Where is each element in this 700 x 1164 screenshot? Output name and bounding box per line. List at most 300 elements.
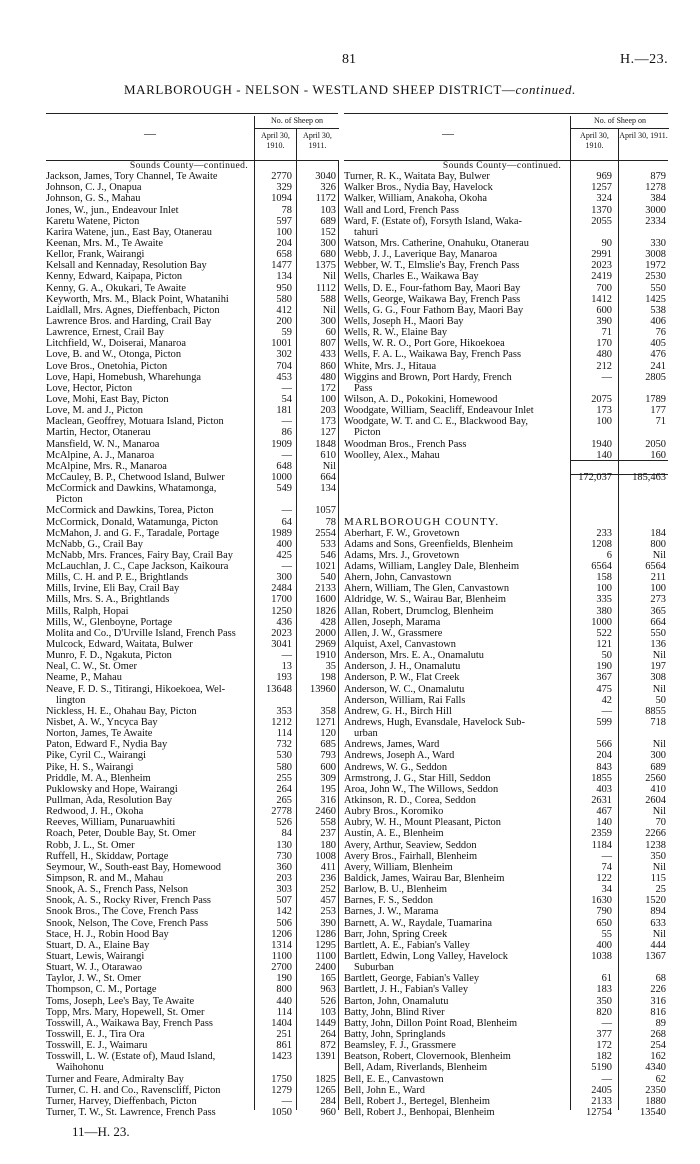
table-row bbox=[46, 784, 338, 795]
count-1911: 25 bbox=[655, 884, 666, 896]
table-row bbox=[344, 973, 668, 984]
count-1911: 2554 bbox=[315, 527, 336, 539]
count-1910: 436 bbox=[276, 616, 292, 628]
table-row bbox=[344, 840, 668, 851]
count-1911: 1825 bbox=[315, 1073, 336, 1085]
count-1911: 1391 bbox=[315, 1051, 336, 1063]
entry-name: Woodman Bros., French Pass bbox=[344, 438, 467, 450]
count-1911: 1021 bbox=[315, 561, 336, 573]
count-1911: 365 bbox=[650, 605, 666, 617]
table-row bbox=[344, 405, 668, 416]
entry-name: McCormick and Dawkins, Torea, Picton bbox=[46, 505, 214, 517]
count-1910: 50 bbox=[601, 650, 612, 662]
table-row bbox=[344, 628, 668, 639]
table-row bbox=[46, 283, 338, 294]
count-1910: 1279 bbox=[271, 1084, 292, 1096]
count-1910: 204 bbox=[276, 237, 292, 249]
count-1911: 13960 bbox=[310, 683, 336, 695]
count-1910: 530 bbox=[276, 750, 292, 762]
table-row bbox=[46, 884, 338, 895]
table-row bbox=[46, 338, 338, 349]
table-row bbox=[46, 606, 338, 617]
table-row bbox=[46, 1107, 338, 1118]
entry-name: Topp, Mrs. Mary, Hopewell, St. Omer bbox=[46, 1006, 205, 1018]
count-1911: 538 bbox=[650, 304, 666, 316]
entry-name: Snook, Nelson, The Cove, French Pass bbox=[46, 917, 209, 929]
table-row bbox=[46, 817, 338, 828]
table-row bbox=[46, 1085, 338, 1096]
entry-name: Norton, James, Te Awaite bbox=[46, 728, 153, 740]
count-1910: 1257 bbox=[591, 182, 612, 194]
entry-name: Bell, Adam, Riverlands, Blenheim bbox=[344, 1062, 488, 1074]
count-1911: 100 bbox=[320, 393, 336, 405]
table-row bbox=[344, 216, 668, 227]
left-column bbox=[46, 160, 338, 1118]
table-row bbox=[344, 338, 668, 349]
table-row bbox=[344, 505, 668, 516]
entry-name: Redwood, J. H., Okoha bbox=[46, 806, 144, 818]
count-1911: 195 bbox=[320, 783, 336, 795]
entry-name: Love Bros., Onetohia, Picton bbox=[46, 360, 168, 372]
count-1910: 2359 bbox=[591, 828, 612, 840]
count-1911: 550 bbox=[650, 282, 666, 294]
table-row bbox=[344, 862, 668, 873]
count-1911: 558 bbox=[320, 817, 336, 829]
count-1911: 588 bbox=[320, 293, 336, 305]
entry-name: McAlpine, A. J., Manaroa bbox=[46, 449, 155, 461]
left-table-header bbox=[46, 113, 338, 161]
table-row bbox=[46, 639, 338, 650]
count-1910: 1477 bbox=[271, 260, 292, 272]
count-1910: 843 bbox=[596, 761, 612, 773]
table-row bbox=[344, 494, 668, 505]
table-row bbox=[46, 1051, 338, 1062]
count-1910: 732 bbox=[276, 739, 292, 751]
count-1910: 183 bbox=[596, 984, 612, 996]
count-1911: 1826 bbox=[315, 605, 336, 617]
count-1910: 182 bbox=[596, 1051, 612, 1063]
count-1911: 793 bbox=[320, 750, 336, 762]
count-1911: 1910 bbox=[315, 650, 336, 662]
count-1911: 253 bbox=[320, 906, 336, 918]
entry-name: McMahon, J. and G. F., Taradale, Portage bbox=[46, 527, 220, 539]
count-1910: 350 bbox=[596, 995, 612, 1007]
count-1910: 78 bbox=[281, 204, 292, 216]
count-1910: 114 bbox=[276, 1006, 292, 1018]
count-1910: 522 bbox=[596, 627, 612, 639]
entry-name: Ahern, John, Canvastown bbox=[344, 572, 452, 584]
count-1910: 84 bbox=[281, 828, 292, 840]
entry-name: Barr, John, Spring Creek bbox=[344, 928, 448, 940]
count-1911: 540 bbox=[320, 572, 336, 584]
count-1911: 50 bbox=[655, 694, 666, 706]
count-1910: 114 bbox=[276, 728, 292, 740]
count-1910: 353 bbox=[276, 705, 292, 717]
count-1911: 411 bbox=[320, 861, 336, 873]
count-1911: 444 bbox=[650, 939, 666, 951]
right-header-1911: April 30, 1911. bbox=[618, 129, 668, 160]
count-1911: 600 bbox=[320, 761, 336, 773]
count-1911: 115 bbox=[650, 873, 666, 884]
entry-name: Snook Bros., The Cove, French Pass bbox=[46, 906, 199, 918]
entry-name: Aubry Bros., Koromiko bbox=[344, 806, 444, 818]
count-1911: 2460 bbox=[315, 806, 336, 818]
count-1910: 467 bbox=[596, 806, 612, 818]
count-1911: 273 bbox=[650, 594, 666, 606]
count-1911: 103 bbox=[320, 204, 336, 216]
count-1910: 212 bbox=[596, 360, 612, 372]
count-1911: 198 bbox=[320, 672, 336, 684]
count-1910: 2055 bbox=[591, 215, 612, 227]
count-1910: 324 bbox=[596, 193, 612, 205]
entry-name: Simpson, R. and M., Mahau bbox=[46, 873, 164, 884]
count-1911: 1520 bbox=[645, 895, 666, 907]
count-1911: 428 bbox=[320, 616, 336, 628]
table-row bbox=[344, 762, 668, 773]
count-1910: 173 bbox=[596, 405, 612, 417]
count-1911: 284 bbox=[320, 1095, 336, 1107]
entry-name: Lawrence, Ernest, Crail Bay bbox=[46, 327, 165, 339]
entry-name: Love, M. and J., Picton bbox=[46, 405, 143, 417]
table-row bbox=[46, 205, 338, 216]
count-1911: 1367 bbox=[645, 950, 666, 962]
count-1910: 130 bbox=[276, 839, 292, 851]
count-1911: 1375 bbox=[315, 260, 336, 272]
count-1910: 2419 bbox=[591, 271, 612, 283]
count-1910: 380 bbox=[596, 605, 612, 617]
count-1911: Nil bbox=[652, 549, 666, 561]
entry-name: Adams and Sons, Greenfields, Blenheim bbox=[344, 538, 514, 550]
table-row bbox=[344, 238, 668, 249]
count-1910: 1038 bbox=[591, 950, 612, 962]
count-1911: 384 bbox=[650, 193, 666, 205]
count-1910: 658 bbox=[276, 249, 292, 261]
entry-name: Anderson, W. C., Onamalutu bbox=[344, 683, 465, 695]
entry-name: Aldridge, W. S., Wairau Bar, Blenheim bbox=[344, 594, 506, 606]
count-1911: 2334 bbox=[645, 215, 666, 227]
table-row bbox=[344, 806, 668, 817]
entry-name: Bartlett, Edwin, Long Valley, Havelock bbox=[344, 950, 508, 962]
table-row bbox=[46, 706, 338, 717]
table-row bbox=[344, 940, 668, 951]
count-1910: 440 bbox=[276, 995, 292, 1007]
entry-name: Love, B. and W., Otonga, Picton bbox=[46, 349, 182, 361]
table-row bbox=[46, 349, 338, 360]
count-1911: 316 bbox=[320, 795, 336, 807]
table-row bbox=[344, 750, 668, 761]
count-1911: 60 bbox=[325, 327, 336, 339]
entry-name: McNabb, G., Crail Bay bbox=[46, 538, 143, 550]
count-1911: 172 bbox=[320, 382, 336, 394]
entry-name: Wall and Lord, French Pass bbox=[344, 204, 459, 216]
count-1911: 2530 bbox=[645, 271, 666, 283]
table-row bbox=[344, 361, 668, 372]
count-1911: 664 bbox=[650, 616, 666, 628]
count-1910: 2405 bbox=[591, 1084, 612, 1096]
count-1911: 2969 bbox=[315, 639, 336, 651]
count-1911: 1112 bbox=[315, 282, 336, 294]
count-1910: — bbox=[601, 850, 612, 862]
table-row bbox=[344, 672, 668, 683]
count-1911: 879 bbox=[650, 171, 666, 183]
count-1911: 1972 bbox=[645, 260, 666, 272]
table-row bbox=[46, 806, 338, 817]
count-1911: 546 bbox=[320, 549, 336, 561]
table-row bbox=[344, 550, 668, 561]
count-1911: Nil bbox=[322, 304, 336, 316]
count-1911: 1286 bbox=[315, 928, 336, 940]
count-1911: Nil bbox=[652, 928, 666, 940]
entry-name: Maclean, Geoffrey, Motuara Island, Picton bbox=[46, 416, 224, 428]
section-heading bbox=[344, 160, 668, 171]
table-row bbox=[46, 728, 338, 739]
count-1911: Nil bbox=[652, 650, 666, 662]
count-1910: 2023 bbox=[591, 260, 612, 272]
table-row bbox=[344, 205, 668, 216]
table-row bbox=[344, 561, 668, 572]
table-row bbox=[46, 940, 338, 951]
count-1911: 6564 bbox=[645, 561, 666, 573]
count-1911: 300 bbox=[320, 315, 336, 327]
table-row bbox=[46, 828, 338, 839]
entry-name: MARLBOROUGH COUNTY. bbox=[344, 516, 500, 528]
count-1911: 433 bbox=[320, 349, 336, 361]
page-reference: H.—23. bbox=[620, 52, 669, 67]
count-1910: 2484 bbox=[271, 583, 292, 595]
table-row bbox=[46, 472, 338, 483]
table-row bbox=[46, 739, 338, 750]
entry-name: Sounds County—continued. bbox=[129, 160, 249, 171]
count-1911: 689 bbox=[320, 215, 336, 227]
count-1911: 1100 bbox=[315, 950, 336, 962]
count-1911: 1789 bbox=[645, 393, 666, 405]
table-row bbox=[344, 249, 668, 260]
entry-name: Kenny, G. A., Okukari, Te Awaite bbox=[46, 282, 187, 294]
entry-name: Atkinson, R. D., Corea, Seddon bbox=[344, 795, 476, 807]
entry-name: Allen, Joseph, Marama bbox=[344, 616, 441, 628]
right-column bbox=[344, 160, 668, 1118]
count-1910: 1412 bbox=[591, 293, 612, 305]
entry-name: Jackson, James, Tory Channel, Te Awaite bbox=[46, 171, 218, 183]
count-1910: — bbox=[281, 416, 292, 428]
table-row bbox=[46, 405, 338, 416]
count-1910: 200 bbox=[276, 315, 292, 327]
count-1911: 526 bbox=[320, 995, 336, 1007]
entry-name: Avery Bros., Fairhall, Blenheim bbox=[344, 850, 478, 862]
table-row bbox=[46, 249, 338, 260]
table-row bbox=[344, 528, 668, 539]
table-row bbox=[46, 906, 338, 917]
count-1910: 597 bbox=[276, 215, 292, 227]
count-1910: 1184 bbox=[591, 839, 612, 851]
table-row bbox=[344, 583, 668, 594]
count-1910: 599 bbox=[596, 717, 612, 729]
count-1911: 1295 bbox=[315, 939, 336, 951]
table-row bbox=[344, 383, 668, 394]
table-row bbox=[46, 661, 338, 672]
count-1911: 476 bbox=[650, 349, 666, 361]
table-row bbox=[344, 661, 668, 672]
table-row bbox=[46, 650, 338, 661]
count-1910: 475 bbox=[596, 683, 612, 695]
entry-name: Tosswill, E. J., Waimaru bbox=[46, 1040, 148, 1052]
count-1910: 566 bbox=[596, 739, 612, 751]
table-row bbox=[46, 873, 338, 884]
table-row bbox=[46, 550, 338, 561]
entry-name: Wells, R. W., Elaine Bay bbox=[344, 327, 448, 339]
count-1911: 410 bbox=[650, 783, 666, 795]
count-1911: 860 bbox=[320, 360, 336, 372]
table-row bbox=[46, 1096, 338, 1107]
count-1911: 2000 bbox=[315, 627, 336, 639]
footer-reference: 11—H. 23. bbox=[72, 1124, 130, 1139]
count-1910: 5190 bbox=[591, 1062, 612, 1074]
entry-name: Pullman, Ada, Resolution Bay bbox=[46, 795, 173, 807]
table-row bbox=[344, 461, 668, 472]
entry-name: Neave, F. D. S., Titirangi, Hikoekoea, Wel- bbox=[46, 683, 226, 695]
count-1911: 406 bbox=[650, 315, 666, 327]
entry-name: Nisbet, A. W., Yncyca Bay bbox=[46, 717, 158, 729]
count-1911: 2805 bbox=[645, 371, 666, 383]
count-1911: 2604 bbox=[645, 795, 666, 807]
count-1910: 507 bbox=[276, 895, 292, 907]
count-1910: — bbox=[281, 382, 292, 394]
count-1911: 300 bbox=[650, 750, 666, 762]
count-1911: 1425 bbox=[645, 293, 666, 305]
entry-name: McCauley, B. P., Chetwood Island, Bulwer bbox=[46, 471, 225, 483]
entry-name: Pike, Cyril C., Wairangi bbox=[46, 750, 146, 762]
count-1910: 1370 bbox=[591, 204, 612, 216]
count-1910: 121 bbox=[596, 639, 612, 651]
count-1910: 648 bbox=[276, 460, 292, 472]
entry-name: Karira Watene, jun., East Bay, Otanerau bbox=[46, 226, 212, 238]
entry-name: tahuri bbox=[354, 226, 379, 238]
entry-name: Allen, J. W., Grassmere bbox=[344, 627, 443, 639]
table-row bbox=[344, 572, 668, 583]
count-1911: 816 bbox=[650, 1006, 666, 1018]
entry-name: Stuart, D. A., Elaine Bay bbox=[46, 939, 150, 951]
count-1911: 807 bbox=[320, 338, 336, 350]
table-row bbox=[344, 1051, 668, 1062]
entry-name: Turner and Feare, Admiralty Bay bbox=[46, 1073, 184, 1085]
table-row bbox=[344, 650, 668, 661]
count-1911: 1449 bbox=[315, 1017, 336, 1029]
entry-name: Adams, Mrs. J., Grovetown bbox=[344, 549, 460, 561]
table-row bbox=[46, 439, 338, 450]
table-row bbox=[46, 572, 338, 583]
total-row bbox=[344, 472, 668, 483]
entry-name: Barton, John, Onamalutu bbox=[344, 995, 449, 1007]
entry-name: Nickless, H. E., Ohahau Bay, Picton bbox=[46, 705, 197, 717]
entry-name: Karetu Watene, Picton bbox=[46, 215, 140, 227]
count-1911: 13540 bbox=[640, 1106, 666, 1118]
count-1910: — bbox=[281, 1095, 292, 1107]
table-row bbox=[46, 996, 338, 1007]
left-header-dash: — bbox=[144, 126, 156, 140]
count-1910: 172 bbox=[596, 1040, 612, 1052]
entry-name: Turner, C. H. and Co., Ravenscliff, Picton bbox=[46, 1084, 221, 1096]
entry-name: Turner, T. W., St. Lawrence, French Pass bbox=[46, 1106, 216, 1118]
count-1910: 335 bbox=[596, 594, 612, 606]
count-1910: 1630 bbox=[591, 895, 612, 907]
count-1910: 1001 bbox=[271, 338, 292, 350]
entry-name: Adams, William, Langley Dale, Blenheim bbox=[344, 561, 520, 573]
table-row bbox=[344, 182, 668, 193]
entry-name: McCormick, Donald, Watamunga, Picton bbox=[46, 516, 219, 528]
table-row bbox=[344, 1074, 668, 1085]
entry-name: Walker, William, Anakoha, Okoha bbox=[344, 193, 487, 205]
table-row bbox=[344, 1107, 668, 1118]
count-1911: 405 bbox=[650, 338, 666, 350]
title-main: MARLBOROUGH - NELSON - WESTLAND SHEEP DISTRICT— bbox=[124, 82, 516, 97]
entry-name: Wells, George, Waikawa Bay, French Pass bbox=[344, 293, 521, 305]
table-row bbox=[344, 617, 668, 628]
count-1911: 162 bbox=[650, 1051, 666, 1063]
count-1911: 1008 bbox=[315, 850, 336, 862]
count-1911: 1848 bbox=[315, 438, 336, 450]
entry-name: Molita and Co., D'Urville Island, French Pass bbox=[46, 627, 236, 639]
entry-name: Batty, John, Springlands bbox=[344, 1028, 446, 1040]
count-1911: 103 bbox=[320, 1006, 336, 1018]
table-row bbox=[46, 561, 338, 572]
count-1911: 237 bbox=[320, 828, 336, 840]
count-1910: 61 bbox=[601, 973, 612, 985]
entry-name: Barlow, B. U., Blenheim bbox=[344, 884, 447, 896]
count-1911: 1265 bbox=[315, 1084, 336, 1096]
count-1910: 140 bbox=[596, 817, 612, 829]
entry-name: urban bbox=[354, 728, 378, 740]
table-row bbox=[46, 394, 338, 405]
count-1910: 1094 bbox=[271, 193, 292, 205]
title-continued: continued. bbox=[515, 82, 576, 97]
count-1910: 1000 bbox=[591, 616, 612, 628]
table-row bbox=[46, 294, 338, 305]
count-1911: 610 bbox=[320, 449, 336, 461]
count-1911: Nil bbox=[652, 683, 666, 695]
count-1911: 254 bbox=[650, 1040, 666, 1052]
count-1910: 54 bbox=[281, 393, 292, 405]
table-row bbox=[344, 427, 668, 438]
entry-name: Avery, William, Blenheim bbox=[344, 861, 453, 873]
count-1910: 71 bbox=[601, 327, 612, 339]
section-heading bbox=[344, 517, 668, 528]
entry-name: Tosswill, A., Waikawa Bay, French Pass bbox=[46, 1017, 213, 1029]
count-1910: 820 bbox=[596, 1006, 612, 1018]
count-1911: 68 bbox=[655, 973, 666, 985]
count-1911: Nil bbox=[322, 460, 336, 472]
table-row bbox=[46, 672, 338, 683]
count-1911: 203 bbox=[320, 405, 336, 417]
count-1911: 3008 bbox=[645, 249, 666, 261]
count-1910: 480 bbox=[596, 349, 612, 361]
table-row bbox=[344, 193, 668, 204]
count-1910: 390 bbox=[596, 315, 612, 327]
count-1910: 300 bbox=[276, 572, 292, 584]
entry-name: Bell, E. E., Canvastown bbox=[344, 1073, 444, 1085]
table-row bbox=[46, 862, 338, 873]
count-1910: 730 bbox=[276, 850, 292, 862]
count-1911: 2400 bbox=[315, 962, 336, 974]
count-1910: 6 bbox=[606, 549, 612, 561]
table-row bbox=[46, 773, 338, 784]
entry-name: Mansfield, W. N., Manaroa bbox=[46, 438, 160, 450]
entry-name: Seymour, W., South-east Bay, Homewood bbox=[46, 861, 221, 873]
count-1910: — bbox=[281, 650, 292, 662]
count-1910: 13648 bbox=[266, 683, 292, 695]
table-row bbox=[344, 918, 668, 929]
entry-name: Walker Bros., Nydia Bay, Havelock bbox=[344, 182, 493, 194]
count-1910: 329 bbox=[276, 182, 292, 194]
